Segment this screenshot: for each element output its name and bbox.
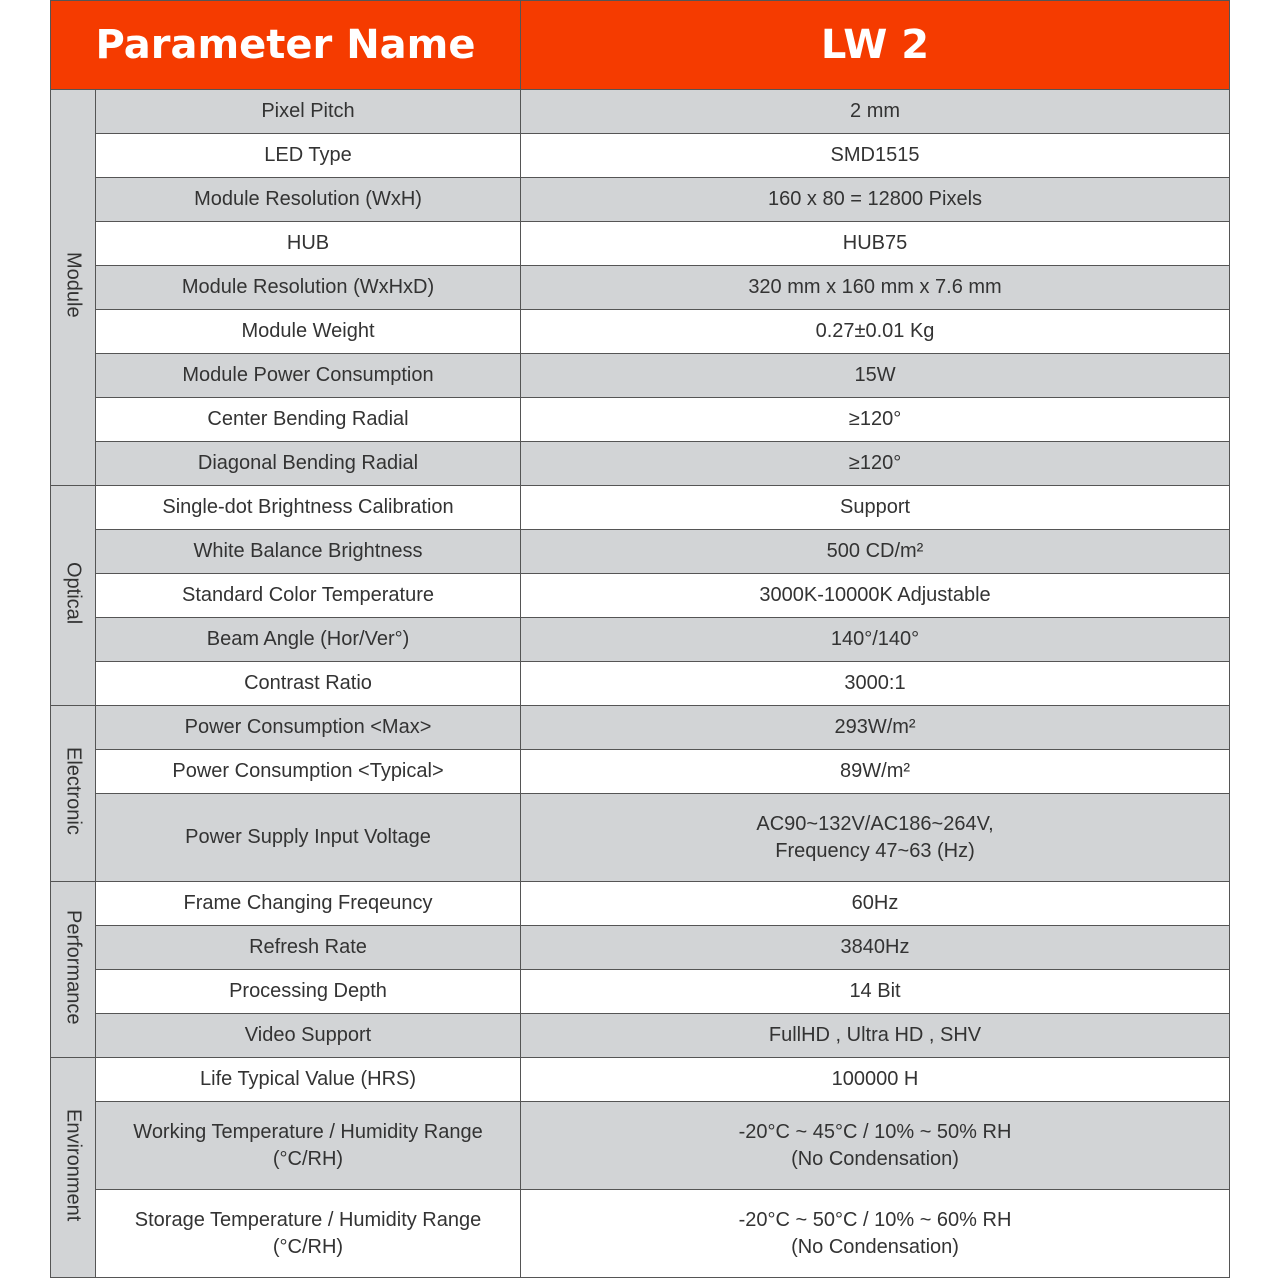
table-row: [51, 486, 1230, 530]
parameter-value-cell: [521, 882, 1230, 926]
parameter-name-cell: [96, 662, 521, 706]
parameter-value-text: ≥120°: [848, 452, 902, 474]
table-row: [51, 354, 1230, 398]
parameter-name-cell: [96, 398, 521, 442]
parameter-name-text: Power Supply Input Voltage: [185, 826, 431, 848]
parameter-value-cell: [521, 398, 1230, 442]
parameter-name-text: Module Power Consumption: [182, 364, 434, 386]
parameter-name-cell: [96, 706, 521, 750]
parameter-name-text: Processing Depth: [229, 980, 387, 1002]
parameter-name-cell: [96, 530, 521, 574]
parameter-value-text: 15W: [854, 364, 896, 386]
parameter-value-text: 3000:1: [844, 672, 906, 694]
parameter-name-cell: [96, 1102, 521, 1190]
table-row: [51, 926, 1230, 970]
parameter-value-text: (No Condensation): [791, 1235, 959, 1258]
table-body: [51, 90, 1230, 1278]
parameter-name-text: Working Temperature / Humidity Range: [133, 1120, 483, 1143]
parameter-value-text: 320 mm x 160 mm x 7.6 mm: [748, 276, 1002, 298]
parameter-name-cell: [96, 1014, 521, 1058]
parameter-value-text: (No Condensation): [791, 1147, 959, 1170]
group-label-cell: [51, 706, 96, 882]
parameter-value-text: 293W/m²: [834, 716, 916, 738]
parameter-value-text: FullHD , Ultra HD , SHV: [768, 1024, 982, 1046]
parameter-value-cell: [521, 706, 1230, 750]
parameter-name-text: Module Resolution (WxH): [194, 188, 422, 210]
parameter-name-cell: [96, 1190, 521, 1278]
parameter-name-text: Video Support: [244, 1024, 372, 1046]
parameter-value-text: Frequency 47~63 (Hz): [775, 839, 975, 862]
parameter-name-text: Beam Angle (Hor/Ver°): [206, 628, 410, 650]
table-row: [51, 178, 1230, 222]
parameter-value-cell: [521, 310, 1230, 354]
parameter-value-text: -20°C ~ 45°C / 10% ~ 50% RH: [738, 1120, 1012, 1143]
parameter-value-cell: [521, 750, 1230, 794]
parameter-name-cell: [96, 222, 521, 266]
parameter-name-cell: [96, 354, 521, 398]
parameter-value-text: 89W/m²: [840, 760, 911, 782]
parameter-value-text: 3840Hz: [840, 936, 910, 958]
parameter-name-text: Module Weight: [241, 320, 375, 342]
table-row: [51, 1014, 1230, 1058]
table-row: [51, 662, 1230, 706]
table-row: [51, 882, 1230, 926]
parameter-name-text: Contrast Ratio: [244, 672, 372, 694]
parameter-value-text: 100000 H: [831, 1068, 919, 1090]
parameter-value-cell: [521, 662, 1230, 706]
spec-table: [50, 0, 1230, 1278]
parameter-value-cell: [521, 530, 1230, 574]
group-label-cell: [51, 1058, 96, 1278]
parameter-value-text: -20°C ~ 50°C / 10% ~ 60% RH: [738, 1208, 1012, 1231]
table-row: [51, 134, 1230, 178]
parameter-value-cell: [521, 574, 1230, 618]
group-label: Electronic: [62, 747, 85, 835]
parameter-value-text: AC90~132V/AC186~264V,: [756, 812, 994, 835]
parameter-value-text: 0.27±0.01 Kg: [815, 320, 935, 342]
table-row: [51, 1190, 1230, 1278]
parameter-value-text: 2 mm: [850, 100, 901, 122]
parameter-name-text: Storage Temperature / Humidity Range: [134, 1208, 482, 1231]
parameter-value-text: ≥120°: [848, 408, 902, 430]
parameter-name-text: Diagonal Bending Radial: [197, 452, 419, 474]
parameter-value-cell: [521, 794, 1230, 882]
header-parameter-name: Parameter Name: [51, 1, 521, 90]
parameter-name-text: HUB: [286, 232, 330, 254]
parameter-name-cell: [96, 178, 521, 222]
parameter-name-text: Life Typical Value (HRS): [200, 1068, 417, 1090]
table-row: [51, 1058, 1230, 1102]
parameter-value-text: Support: [839, 496, 911, 518]
parameter-name-text: Single-dot Brightness Calibration: [162, 496, 454, 518]
parameter-value-text: 140°/140°: [830, 628, 920, 650]
group-label-cell: [51, 486, 96, 706]
parameter-name-cell: [96, 618, 521, 662]
table-row: [51, 266, 1230, 310]
table-row: [51, 398, 1230, 442]
parameter-value-cell: [521, 1190, 1230, 1278]
parameter-value-cell: [521, 178, 1230, 222]
parameter-name-text: White Balance Brightness: [193, 540, 423, 562]
table-row: [51, 1102, 1230, 1190]
parameter-value-cell: [521, 134, 1230, 178]
group-label-cell: [51, 90, 96, 486]
parameter-value-text: 500 CD/m²: [826, 540, 924, 562]
parameter-value-text: 14 Bit: [849, 980, 901, 1002]
table-row: [51, 310, 1230, 354]
parameter-value-cell: [521, 442, 1230, 486]
parameter-name-cell: [96, 486, 521, 530]
parameter-value-cell: [521, 354, 1230, 398]
parameter-value-cell: [521, 90, 1230, 134]
table-row: [51, 618, 1230, 662]
parameter-value-cell: [521, 926, 1230, 970]
parameter-value-cell: [521, 266, 1230, 310]
table-row: [51, 706, 1230, 750]
parameter-name-cell: [96, 970, 521, 1014]
parameter-value-text: HUB75: [842, 232, 908, 254]
parameter-name-text: Power Consumption <Max>: [184, 716, 432, 738]
parameter-value-cell: [521, 1058, 1230, 1102]
parameter-name-text: Standard Color Temperature: [182, 584, 434, 606]
parameter-name-text: (°C/RH): [272, 1147, 344, 1170]
parameter-value-text: SMD1515: [830, 144, 920, 166]
parameter-name-text: Refresh Rate: [249, 936, 367, 958]
group-label: Environment: [62, 1108, 85, 1222]
parameter-name-text: Frame Changing Freqeuncy: [183, 892, 433, 914]
table-row: [51, 750, 1230, 794]
parameter-name-cell: [96, 266, 521, 310]
parameter-name-cell: [96, 750, 521, 794]
parameter-value-cell: [521, 970, 1230, 1014]
parameter-name-cell: [96, 134, 521, 178]
table-row: [51, 574, 1230, 618]
table-row: [51, 442, 1230, 486]
header-model-name: LW 2: [521, 1, 1230, 90]
parameter-name-cell: [96, 574, 521, 618]
parameter-value-cell: [521, 486, 1230, 530]
table-row: [51, 222, 1230, 266]
table-row: [51, 530, 1230, 574]
table-row: [51, 90, 1230, 134]
parameter-value-text: 3000K-10000K Adjustable: [759, 584, 991, 606]
parameter-name-cell: [96, 882, 521, 926]
parameter-name-cell: [96, 794, 521, 882]
parameter-name-text: Center Bending Radial: [207, 408, 409, 430]
parameter-name-cell: [96, 1058, 521, 1102]
parameter-value-cell: [521, 618, 1230, 662]
parameter-value-cell: [521, 1102, 1230, 1190]
parameter-value-text: 160 x 80 = 12800 Pixels: [767, 188, 983, 210]
parameter-name-text: Pixel Pitch: [261, 100, 355, 122]
group-label: Module: [62, 252, 85, 318]
parameter-name-text: Power Consumption <Typical>: [172, 760, 444, 782]
group-label-cell: [51, 882, 96, 1058]
table-row: [51, 970, 1230, 1014]
table-header-row: [51, 1, 1230, 90]
table-row: [51, 794, 1230, 882]
group-label: Performance: [62, 909, 85, 1025]
parameter-name-text: LED Type: [264, 144, 352, 166]
parameter-value-cell: [521, 222, 1230, 266]
parameter-name-cell: [96, 442, 521, 486]
group-label: Optical: [62, 561, 85, 625]
parameter-name-cell: [96, 310, 521, 354]
parameter-value-text: 60Hz: [851, 892, 899, 914]
parameter-value-cell: [521, 1014, 1230, 1058]
parameter-name-cell: [96, 90, 521, 134]
parameter-name-text: Module Resolution (WxHxD): [181, 276, 435, 298]
parameter-name-cell: [96, 926, 521, 970]
parameter-name-text: (°C/RH): [272, 1235, 344, 1258]
